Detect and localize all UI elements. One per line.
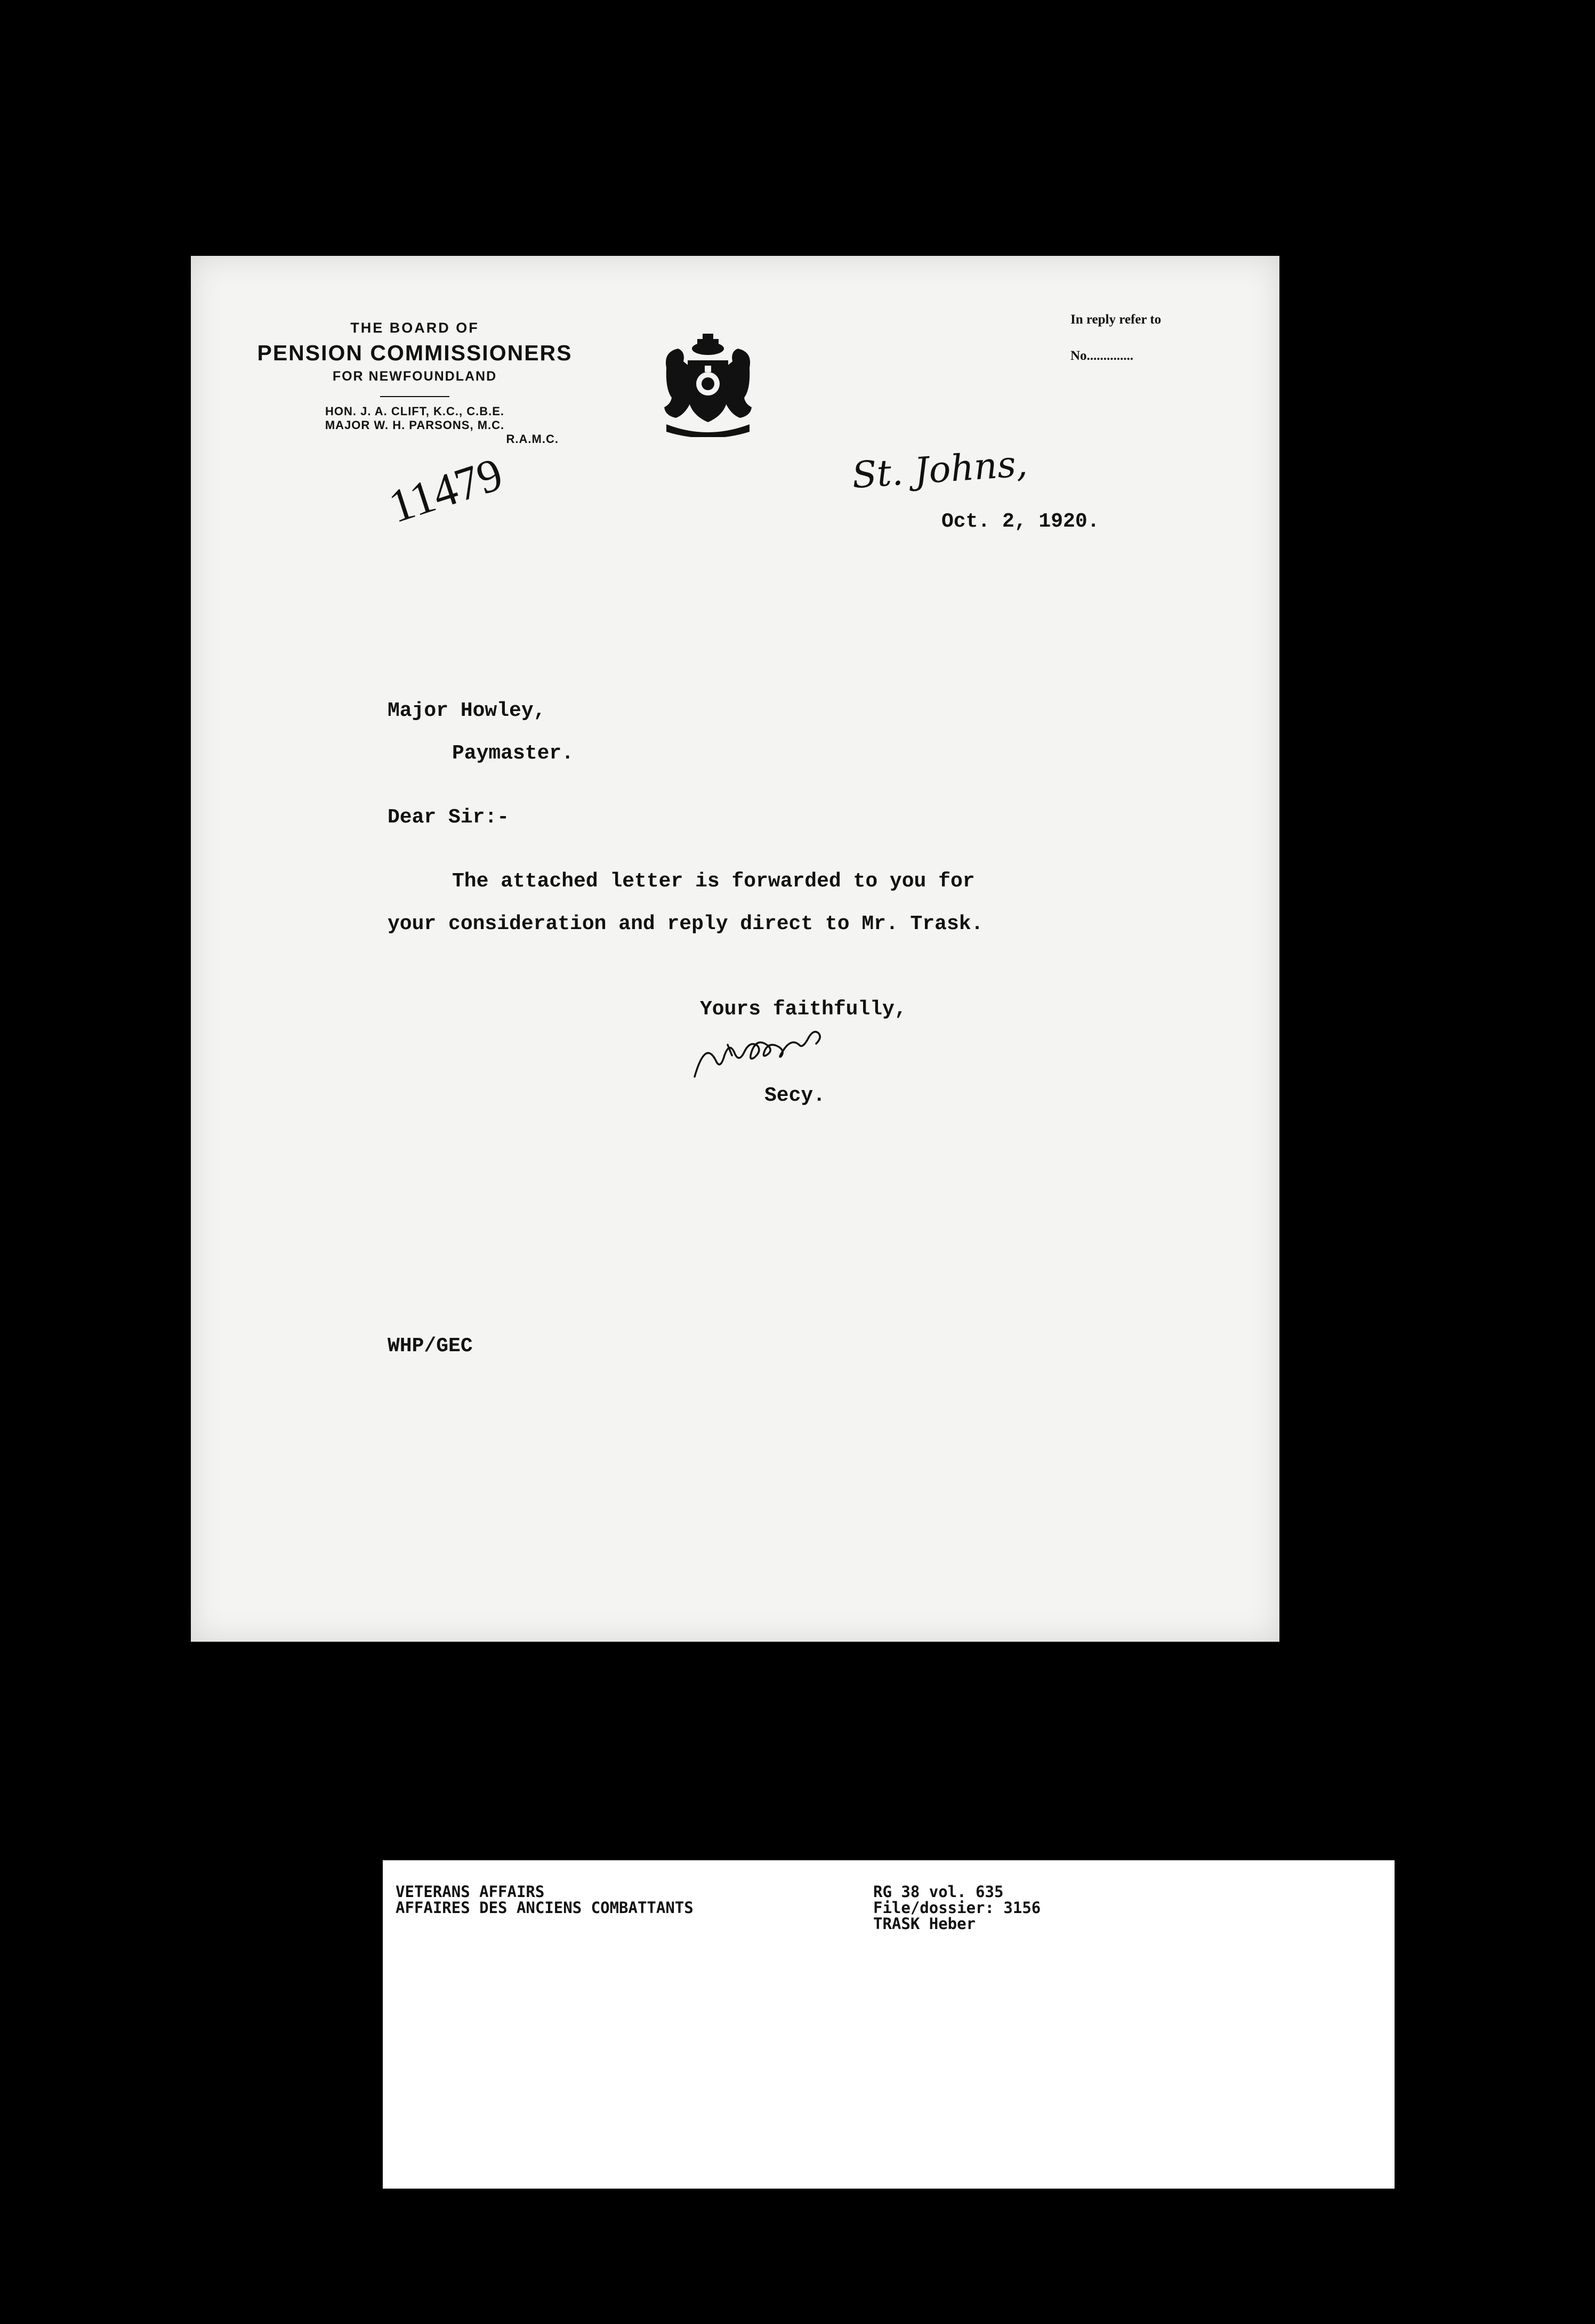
recipient-name: Major Howley, xyxy=(388,699,546,722)
archive-subject: TRASK Heber xyxy=(873,1915,976,1933)
letter-date: Oct. 2, 1920. xyxy=(941,510,1100,533)
reference-initials: WHP/GEC xyxy=(388,1335,473,1358)
handwritten-place: St. Johns, xyxy=(850,442,1029,497)
archive-label xyxy=(383,1860,1395,2189)
royal-coat-of-arms-icon xyxy=(656,330,760,437)
letterhead-line1: THE BOARD OF xyxy=(350,320,479,336)
archive-dept-fr: AFFAIRES DES ANCIENS COMBATTANTS xyxy=(396,1899,694,1917)
reply-number: No.............. xyxy=(1070,349,1134,363)
handwritten-file-number: 11479 xyxy=(383,448,509,534)
archive-file: File/dossier: 3156 xyxy=(873,1899,1041,1917)
letterhead-member1: HON. J. A. CLIFT, K.C., C.B.E. xyxy=(325,405,504,418)
letterhead-title: PENSION COMMISSIONERS xyxy=(257,341,573,365)
letterhead-divider xyxy=(380,396,449,397)
reply-reference xyxy=(1070,312,1161,364)
letter-page xyxy=(191,256,1279,1642)
letterhead xyxy=(244,320,585,446)
archive-record-group: RG 38 vol. 635 xyxy=(873,1883,1004,1901)
letterhead-member2-suffix: R.A.M.C. xyxy=(506,432,559,446)
body-line-1: The attached letter is forwarded to you for xyxy=(452,870,975,893)
letterhead-line3: FOR NEWFOUNDLAND xyxy=(332,369,497,384)
letterhead-member2: MAJOR W. H. PARSONS, M.C. xyxy=(325,418,505,432)
body-line-2: your consideration and reply direct to Mr. Trask. xyxy=(388,913,984,935)
recipient-title: Paymaster. xyxy=(452,742,574,765)
closing: Yours faithfully, xyxy=(700,998,907,1021)
archive-dept-en: VETERANS AFFAIRS xyxy=(396,1883,545,1901)
signer-title: Secy. xyxy=(764,1084,826,1107)
salutation: Dear Sir:- xyxy=(388,806,510,829)
reply-label: In reply refer to xyxy=(1070,312,1162,327)
handwritten-signature xyxy=(689,1023,871,1093)
